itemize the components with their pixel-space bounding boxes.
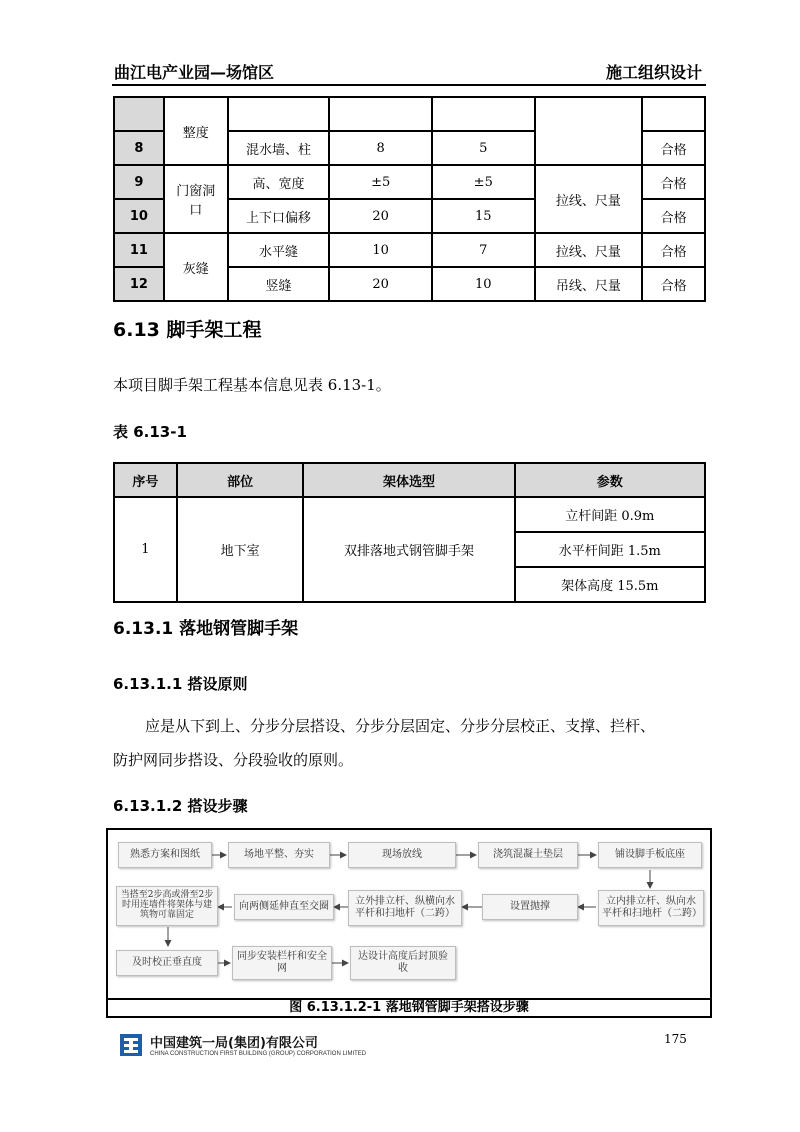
result-cell: 合格 [642,131,705,165]
flow-step: 熟悉方案和图纸 [118,842,212,868]
row-number: 11 [114,233,164,267]
table-row [114,233,705,267]
header-project-title: 曲江电产业园—场馆区 [114,63,275,82]
table-header-row [114,463,705,497]
scaffold-info-table [113,462,706,603]
flow-step: 及时校正垂直度 [116,950,218,976]
scaffold-flowchart [106,828,712,1018]
value-cell: 7 [432,233,535,267]
method-cell: 拉线、尺量 [535,233,643,267]
sub-item-cell [228,97,330,131]
paragraph-line: 防护网同步搭设、分段验收的原则。 [113,751,354,769]
value-cell: 20 [329,267,432,301]
row-number: 12 [114,267,164,301]
method-cell: 吊线、尺量 [535,267,643,301]
header-doc-title: 施工组织设计 [605,63,702,82]
section-intro: 本项目脚手架工程基本信息见表 6.13-1。 [113,376,391,394]
sub-item-cell: 上下口偏移 [228,199,330,233]
result-cell [642,97,705,131]
flow-step: 立内排立杆、纵向水平杆和扫地杆（二跨） [598,890,704,926]
column-header: 架体选型 [303,463,514,497]
company-logo-icon [120,1034,142,1056]
value-cell: ±5 [329,165,432,199]
row-number [114,97,164,131]
figure-caption: 图 6.13.1.2-1 落地钢管脚手架搭设步骤 [108,998,710,1016]
flow-step: 现场放线 [348,842,456,868]
value-cell: 10 [329,233,432,267]
table-row [114,165,705,199]
paragraph-line: 应是从下到上、分步分层搭设、分步分层固定、分步分层校正、支撑、拦杆、 [145,717,656,735]
location-cell: 地下室 [177,497,304,602]
value-cell [432,97,535,131]
flow-step: 浇筑混凝土垫层 [478,842,578,868]
result-cell: 合格 [642,165,705,199]
value-cell: 20 [329,199,432,233]
subsubsection-title: 6.13.1.1 搭设原则 [113,675,248,693]
column-header: 序号 [114,463,177,497]
row-number: 1 [114,497,177,602]
param-cell: 架体高度 15.5m [515,567,705,602]
value-cell: 8 [329,131,432,165]
row-number: 9 [114,165,164,199]
value-cell: 10 [432,267,535,301]
item-cell: 灰缝 [164,233,228,301]
result-cell: 合格 [642,233,705,267]
flow-step: 场地平整、夯实 [228,842,330,868]
value-cell: 5 [432,131,535,165]
column-header: 参数 [515,463,705,497]
table-row [114,497,705,532]
param-cell: 立杆间距 0.9m [515,497,705,532]
row-number: 8 [114,131,164,165]
quality-table [113,96,706,302]
page-number: 175 [664,1032,687,1046]
sub-item-cell: 混水墙、柱 [228,131,330,165]
flow-step: 设置抛撑 [482,894,578,920]
flow-step: 当搭至2步高或滑至2步时用连墙件将架体与建筑物可靠固定 [116,886,218,926]
flow-step: 向两侧延伸直至交圈 [234,894,334,920]
result-cell: 合格 [642,267,705,301]
item-cell: 整度 [164,97,228,165]
result-cell: 合格 [642,199,705,233]
flow-step: 同步安装栏杆和安全网 [232,946,332,980]
section-title: 6.13 脚手架工程 [113,319,262,341]
value-cell: 15 [432,199,535,233]
company-name: 中国建筑一局(集团)有限公司 [150,1036,318,1051]
method-cell [535,97,643,165]
sub-item-cell: 竖缝 [228,267,330,301]
row-number: 10 [114,199,164,233]
column-header: 部位 [177,463,304,497]
subsection-title: 6.13.1 落地钢管脚手架 [113,619,299,639]
method-cell: 拉线、尺量 [535,165,643,233]
scaffold-type-cell: 双排落地式钢管脚手架 [303,497,514,602]
table-caption: 表 6.13-1 [113,423,187,441]
company-name-en: CHINA CONSTRUCTION FIRST BUILDING (GROUP) CORPORATION LIMITED [150,1051,367,1057]
item-cell: 门窗洞口 [164,165,228,233]
flow-step: 立外排立杆、纵横向水平杆和扫地杆（二跨） [348,890,462,926]
sub-item-cell: 高、宽度 [228,165,330,199]
subsubsection-title: 6.13.1.2 搭设步骤 [113,797,248,815]
flow-step: 铺设脚手板底座 [598,842,702,868]
table-row [114,97,705,131]
flow-step: 达设计高度后封顶验收 [350,946,456,980]
value-cell: ±5 [432,165,535,199]
param-cell: 水平杆间距 1.5m [515,532,705,567]
page-header [112,52,706,86]
sub-item-cell: 水平缝 [228,233,330,267]
company-footer [120,1032,366,1057]
value-cell [329,97,432,131]
